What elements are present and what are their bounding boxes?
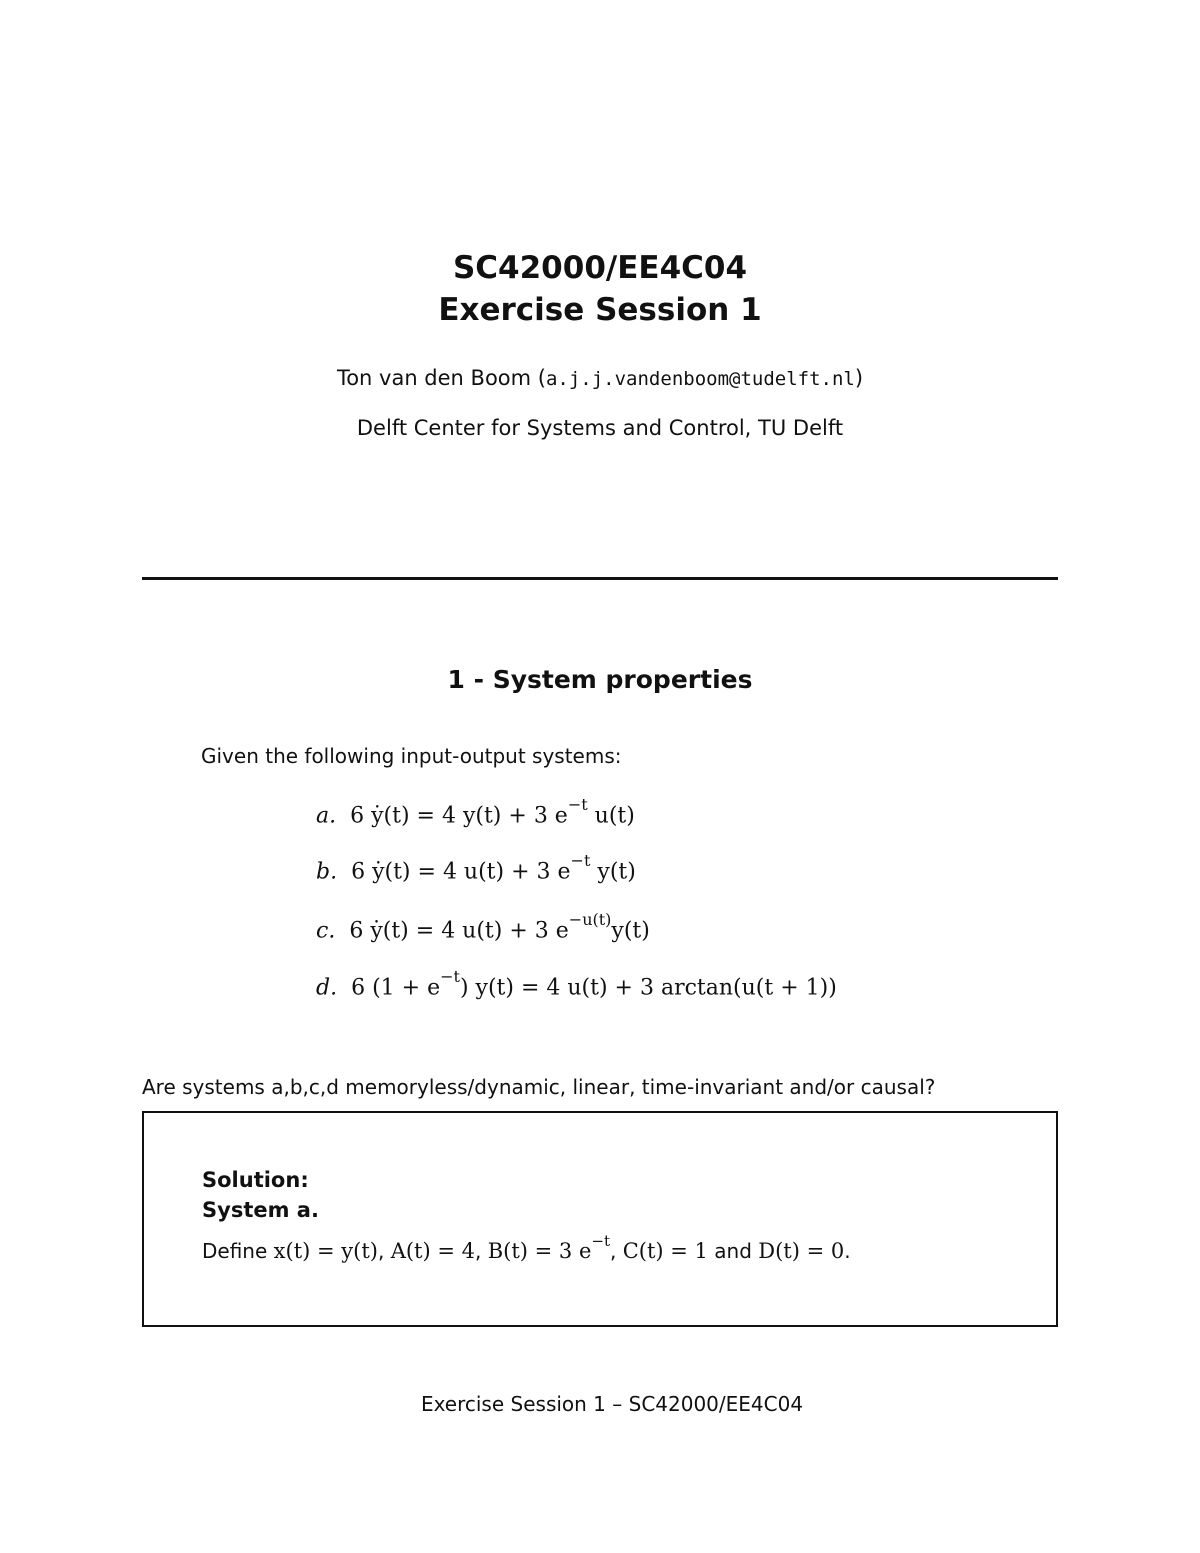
author-email[interactable]: a.j.j.vandenboom@tudelft.nl: [545, 368, 855, 390]
equation-rhs: 4 y(t) + 3 e: [441, 803, 568, 829]
equation-label: c.: [316, 918, 336, 944]
solution-heading: Solution:: [202, 1168, 309, 1192]
def-b: B(t) = 3 $e^{-t}$: [487, 1232, 610, 1263]
section-intro: Given the following input-output systems:: [201, 744, 622, 768]
equation-exponent: −t: [567, 795, 588, 814]
equation-rhs: 4 u(t) + 3 arctan(u(t + 1)): [546, 975, 837, 1001]
author-close: ): [854, 366, 864, 390]
equation-exponent: −u(t): [568, 910, 612, 929]
solution-subheading: System a.: [202, 1198, 319, 1222]
author-name: Ton van den Boom (: [336, 366, 546, 390]
def-x: x(t) = y(t): [273, 1239, 378, 1263]
and-word: and: [714, 1239, 752, 1263]
equation-a: a. 6 ẏ(t) = 4 y(t) + 3 $e^{-t}$ u(t): [316, 795, 635, 829]
session-title: Exercise Session 1: [438, 292, 762, 328]
equation-c: c. 6 ẏ(t) = 4 u(t) + 3 $e^{-u(t)}y(t)$: [316, 910, 650, 944]
equation-label: b.: [316, 859, 338, 885]
equation-exponent: −t: [570, 851, 591, 870]
solution-definition: Define x(t) = y(t), A(t) = 4, B(t) = 3 $e^{-t}$, C(t) = 1 and D(t) = 0.: [202, 1232, 851, 1263]
equation-lhs: 6 ẏ(t): [350, 803, 410, 829]
equation-b: b. 6 ẏ(t) = 4 u(t) + 3 $e^{-t}$ y(t): [316, 851, 636, 885]
page-footer: Exercise Session 1 – SC42000/EE4C04: [420, 1392, 804, 1416]
author-line: [0, 366, 1200, 390]
define-word: Define: [202, 1239, 268, 1263]
def-a: A(t) = 4: [390, 1239, 475, 1263]
equation-d: d. 6 $(1 + e^{-t})$ y(t) = 4 u(t) + 3 arctan(u(t + 1)): [316, 967, 837, 1001]
def-d: D(t) = 0: [758, 1239, 845, 1263]
affiliation: Delft Center for Systems and Control, TU Delft: [356, 416, 844, 440]
equation-rhs: 4 u(t) + 3 e: [442, 859, 571, 885]
question: Are systems a,b,c,d memoryless/dynamic, linear, time-invariant and/or causal?: [142, 1075, 936, 1099]
equation-rhs-post: y(t): [611, 918, 650, 944]
course-code: SC42000/EE4C04: [452, 250, 748, 286]
horizontal-rule: [142, 577, 1058, 580]
equation-lhs: 6 (1 + e: [351, 975, 441, 1001]
equation-lhs: 6 ẏ(t): [351, 859, 411, 885]
equation-label: a.: [316, 803, 337, 829]
equation-lhs-post: ) y(t): [459, 975, 514, 1001]
equation-label: d.: [316, 975, 338, 1001]
def-c: C(t) = 1: [622, 1239, 708, 1263]
equation-rhs-post: y(t): [590, 859, 636, 885]
section-title: 1 - System properties: [447, 665, 753, 694]
def-b-exponent: −t: [591, 1232, 610, 1250]
equation-rhs-post: u(t): [587, 803, 635, 829]
equation-lhs: 6 ẏ(t): [349, 918, 409, 944]
equation-exponent: −t: [440, 967, 460, 986]
equation-rhs: 4 u(t) + 3 e: [441, 918, 569, 944]
